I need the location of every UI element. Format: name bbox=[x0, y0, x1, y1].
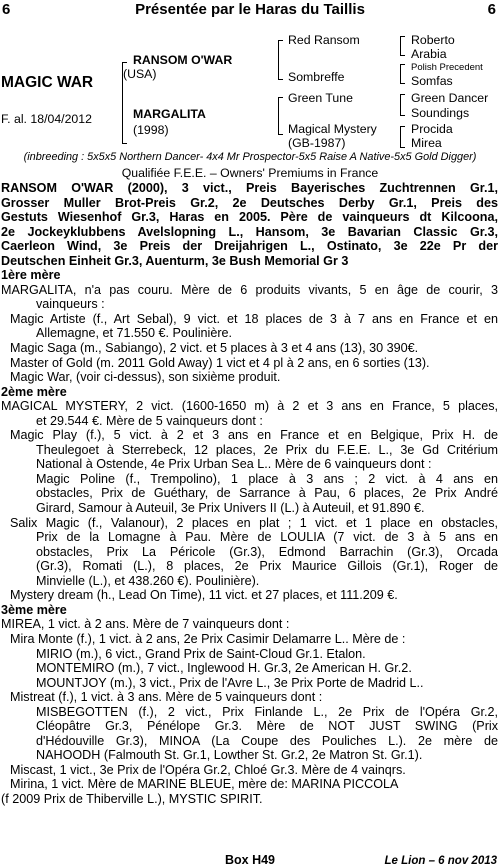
dam-dam: Magical Mystery bbox=[288, 122, 377, 136]
text-line: Minvielle (L.), et 438.260 €). Poulinière). bbox=[36, 573, 260, 588]
text-line: Master of Gold (m. 2011 Gold Away) 1 vict et 4 pl à 2 ans, en 6 sorties (13). bbox=[10, 355, 430, 370]
dam-sire: Green Tune bbox=[288, 91, 353, 105]
bracket-sd bbox=[400, 64, 405, 84]
bracket-dam bbox=[278, 97, 283, 135]
dss-name: Green Dancer bbox=[411, 91, 489, 105]
text-line: MAGICAL MYSTERY, 2 vict. (1600-1650 m) à 2 et 3 ans en France, 5 places, bbox=[1, 399, 498, 414]
sire-name: RANSOM O'WAR bbox=[133, 53, 233, 67]
pedigree-body bbox=[1, 181, 498, 807]
text-line: obstacles, Prix de Guéthary, de Sarrance à Pau, 6 places, 2e Prix André bbox=[36, 486, 498, 501]
section-second-dam: 2ème mère bbox=[1, 384, 67, 399]
inbreeding-note: (inbreeding : 5x5x5 Northern Dancer- 4x4 Mr Prospector-5x5 Raise A Native-5x5 Gold Digger) bbox=[23, 151, 477, 163]
text-line: d'Hédouville Gr.3), MINOA (La Coupe des Pouliches L.). 2e mère de bbox=[36, 733, 498, 748]
text-line: Mistreat (f.), 1 vict. à 3 ans. Mère de 5 vainqueurs dont : bbox=[10, 690, 323, 705]
qualification-note: Qualifiée F.E.E. – Owners' Premiums in France bbox=[121, 166, 379, 180]
text-line: MIRIO (m.), 6 vict., Grand Prix de Saint-Cloud Gr.1. Etalon. bbox=[36, 646, 366, 661]
box-number: Box H49 bbox=[224, 853, 276, 867]
dsd-name: Soundings bbox=[411, 106, 470, 120]
dam-year: (1998) bbox=[133, 123, 169, 137]
text-line: Salix Magic (f., Valanour), 2 places en plat ; 1 vict. et 1 place en obstacles, bbox=[10, 515, 498, 530]
text-line: Magic War, (voir ci-dessus), son sixième produit. bbox=[10, 370, 281, 385]
bracket-sire bbox=[278, 40, 283, 80]
text-line: MOUNTJOY (m.), 3 vict., Prix de l'Avre L., 3e Prix Porte de Madrid L.. bbox=[36, 675, 424, 690]
sdd-name: Somfas bbox=[411, 74, 453, 88]
text-line: RANSOM O'WAR (2000), 3 vict., Preis Bayerisches Zuchtrennen Gr.1, bbox=[1, 181, 498, 195]
bracket-ds bbox=[400, 94, 405, 116]
text-line: MIREA, 1 vict. à 2 ans. Mère de 7 vainqueurs dont : bbox=[1, 617, 290, 632]
text-line: Cléopâtre Gr.3, Pénélope Gr.3. Mère de NOT JUST SWING (Prix bbox=[36, 719, 498, 734]
text-line: (Gr.3), Romati (L.), 8 places, 2e Prix Maurice Gillois (Gr.1), Roger de bbox=[36, 559, 498, 574]
text-line: National à Ostende, 4e Prix Urban Sea L.. Mère de 6 vainqueurs dont : bbox=[36, 457, 432, 472]
text-line: Prix de la Lomagne à Pau. Mère de LOULIA (7 vict. de 3 à 5 ans en bbox=[36, 530, 498, 545]
text-line: Magic Saga (m., Sabiango), 2 vict. et 5 places à 3 et 4 ans (13), 30 390€. bbox=[10, 341, 419, 356]
text-line: Allemagne, et 71.550 €. Poulinière. bbox=[36, 326, 233, 341]
dds-name: Procida bbox=[411, 122, 453, 136]
bracket-ss bbox=[400, 36, 405, 56]
text-line: Magic Poline (f., Trempolino), 1 place à 3 ans ; 2 vict. à 4 ans en bbox=[36, 471, 498, 486]
sire-dam: Sombreffe bbox=[288, 70, 345, 84]
section-first-dam: 1ère mère bbox=[1, 268, 61, 283]
header-title: Présentée par le Haras du Taillis bbox=[135, 1, 365, 18]
sire-origin: (USA) bbox=[123, 67, 157, 81]
dam-name: MARGALITA bbox=[133, 107, 206, 121]
sire-sire: Red Ransom bbox=[288, 33, 360, 47]
sds-name: Polish Precedent bbox=[411, 62, 483, 73]
text-line: Mystery dream (h., Lead On Time), 11 vict. et 27 places, et 111.209 €. bbox=[10, 588, 398, 603]
lot-number-right: 6 bbox=[487, 1, 496, 18]
text-line: Deutschen Einheit Gr.3, Auenturm, 3e Bush Memorial Gr 3 bbox=[1, 253, 349, 268]
horse-name: MAGIC WAR bbox=[1, 74, 94, 91]
ddd-name: Mirea bbox=[411, 136, 442, 150]
sss-name: Roberto bbox=[411, 33, 455, 47]
text-line: Magic Artiste (f., Art Sebal), 9 vict. et 18 places de 3 à 7 ans en France et en bbox=[10, 311, 498, 326]
text-line: Caerleon Wind, 3e Preis der Dreijahrigen L., Ostinato, 3e 22e Pr der bbox=[1, 239, 498, 254]
text-line: Girard, Samour à Auteuil, 3e Prix Univers II (L.) à Auteuil, et 91.890 €. bbox=[36, 501, 425, 516]
text-line: MONTEMIRO (m.), 7 vict., Inglewood H. Gr.3, 2e American H. Gr.2. bbox=[36, 661, 412, 676]
text-line: Mirina, 1 vict. Mère de MARINE BLEUE, mère de: MARINA PICCOLA bbox=[10, 777, 399, 792]
section-third-dam: 3ème mère bbox=[1, 602, 67, 617]
text-line: Mira Monte (f.), 1 vict. à 2 ans, 2e Prix Casimir Delamarre L.. Mère de : bbox=[10, 631, 406, 646]
text-line: NAHOODH (Falmouth St. Gr.1, Lowther St. Gr.2, 2e Matron St. Gr.1). bbox=[36, 748, 423, 763]
text-line: et 29.544 €. Mère de 5 vainqueurs dont : bbox=[36, 413, 263, 428]
text-line: vainqueurs : bbox=[36, 297, 105, 312]
text-line: (f 2009 Prix de Thiberville L.), MYSTIC SPIRIT. bbox=[1, 791, 263, 806]
text-line: MISBEGOTTEN (f.), 2 vict., Prix Finlande L., 2e Prix de l'Opéra Gr.2, bbox=[36, 704, 498, 719]
text-line: Magic Play (f.), 5 vict. à 2 et 3 ans en France et en Belgique, Prix H. de bbox=[10, 428, 498, 443]
text-line: Grosser Muller Brot-Preis Gr.2, 2e Deutsches Derby Gr.1, Preis des bbox=[1, 195, 498, 210]
text-line: Miscast, 1 vict., 3e Prix de l'Opéra Gr.2, Chloé Gr.3. Mère de 4 vainqrs. bbox=[10, 762, 406, 777]
text-line: obstacles, Prix La Péricole (Gr.3), Edmond Barrachin (Gr.3), Orcada bbox=[36, 544, 498, 559]
text-line: Gestuts Wiesenhof Gr.3, Haras en 2005. Père de vainqueurs dt Kilcoona, bbox=[1, 210, 498, 225]
text-line: 2e Jockeyklubbens Avelslopning L., Hansom, 3e Bavarian Classic Gr.3, bbox=[1, 224, 498, 239]
horse-sex-date: F. al. 18/04/2012 bbox=[1, 112, 92, 126]
text-line: Theulegoet à Sterrebeck, 12 places, 2e Prix du F.E.E. L., 3e Gd Critérium bbox=[36, 442, 498, 457]
text-line: MARGALITA, n'a pas couru. Mère de 6 produits vivants, 5 en âge de courir, 3 bbox=[1, 282, 498, 297]
ssd-name: Arabia bbox=[411, 47, 447, 61]
sale-source: Le Lion – 6 nov 2013 bbox=[384, 855, 497, 867]
bracket-dd bbox=[400, 126, 405, 148]
dam-dam-origin: (GB-1987) bbox=[288, 136, 346, 150]
lot-number-left: 6 bbox=[2, 1, 11, 18]
